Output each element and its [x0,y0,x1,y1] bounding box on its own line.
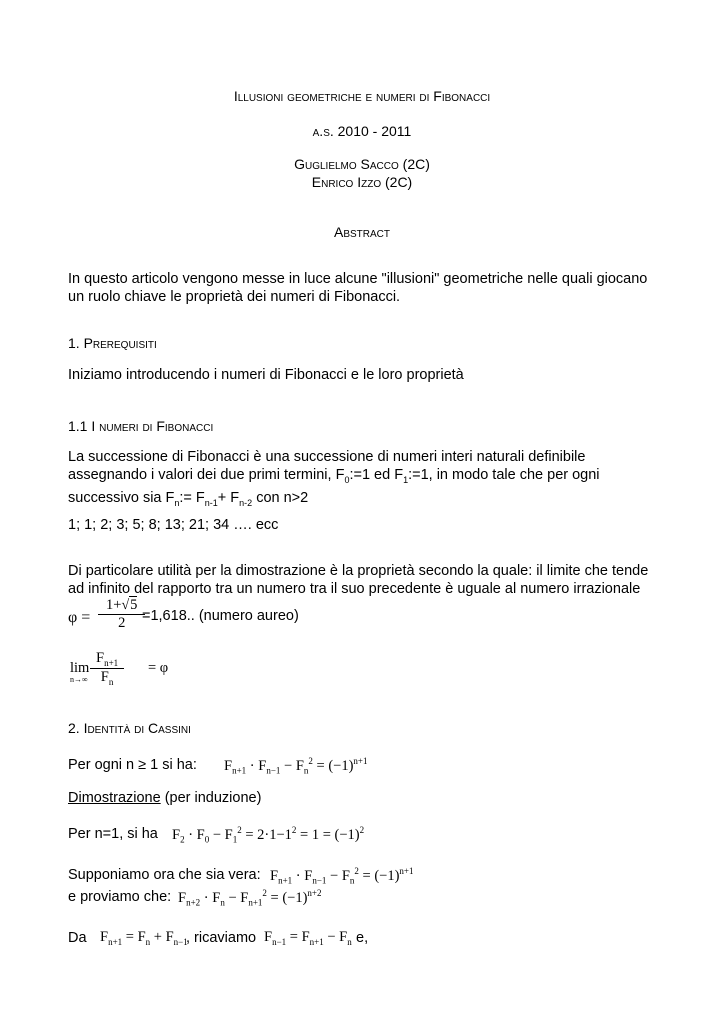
academic-year: a.s. 2010 - 2011 [312,123,412,139]
base-case-label: Per n=1, si ha [68,826,158,842]
fibonacci-definition [68,448,668,512]
to-prove-formula: $F_{n+2} \cdot F_n - F_{n+1}^2 = (-1)^{n+2}$ [178,888,322,908]
definition-line-1: La successione di Fibonacci è una successione di numeri interi naturali definibile [68,449,586,465]
recurrence-formula: $F_{n+1} = F_n + F_{n-1}$ [100,929,188,947]
cassini-identity: $F_{n+1} \cdot F_{n-1} - F_n^2 = (-1)^{n+1}$ [224,756,368,776]
paper-title: Illusioni geometriche e numeri di Fibonacci [233,88,491,104]
definition-line-2: assegnando i valori dei due primi termini, $F_0:=1$ ed $F_1:=1$, in modo tale che per ogni [68,467,600,485]
hypothesis-formula: $F_{n+1} \cdot F_{n-1} - F_n^2 = (-1)^{n+1}$ [270,866,414,886]
to-prove-label: e proviamo che: [68,889,172,905]
end-label: e, [356,930,369,946]
phi-value: =1,618.. (numero aureo) [142,608,299,624]
base-case-formula: $F_2 \cdot F_0 - F_1^2 = 2\cdot 1-1^2 = 1 = (-1)^2$ [172,825,365,845]
derive-label: , ricaviamo [186,930,257,946]
limit-line-2: ad infinito del rapporto tra un numero tra il suo precedente è uguale al numero irrazionale [68,581,641,597]
section-1-text: Iniziamo introducendo i numeri di Fibonacci e le loro proprietà [68,367,464,383]
limit-property-text [68,562,668,598]
section-1-heading: 1. Prerequisiti [68,335,157,351]
abstract-line-2: un ruolo chiave le proprietà dei numeri di Fibonacci. [68,289,401,305]
proof-method: (per induzione) [160,790,262,806]
fibonacci-sequence: 1; 1; 2; 3; 5; 8; 13; 21; 34 …. ecc [68,517,279,533]
section-1-1-heading: 1.1 I numeri di Fibonacci [68,418,214,434]
definition-line-3: successivo sia $F_n:= F_{n-1}+ F_{n-2}$ con n>2 [68,489,309,508]
from-label: Da [68,930,87,946]
author-2: Enrico Izzo (2C) [311,174,413,190]
document-page: Illusioni geometriche e numeri di Fibonacci a.s. 2010 - 2011 Guglielmo Sacco (2C) Enrico Izzo (2C) Abstract In questo articolo vengono messe in luce alcune "illusioni" geometriche nelle quali giocano un ruolo chiave le proprietà dei numeri di Fibonacci. 1. Prerequisiti Iniziamo introducendo i numeri di Fibonacci e le loro proprietà 1.1 I numeri di Fibonacci La successione di Fibonacci è una successione di numeri interi naturali definibile assegnando i valori dei due primi termini, $F_0:=1$ ed $F_1:=1$, in modo tale che per ogni successivo sia $F_n:= F_{n-1}+ F_{n-2}$ con n>2 1; 1; 2; 3; 5; 8; 13; 21; 34 …. ecc Di particolare utilità per la dimostrazione è la proprietà secondo la quale: il limite che tende ad infinito del rapporto tra un numero tra il suo precedente è uguale al numero irrazionale φ = $\frac{1+√5}{2}$ =1,618.. (numero aureo) lim n→∞ $\frac{F_{n+1}}{F_n}$ = φ 2. Identità di Cassini Per ogni n ≥ 1 si ha: $F_{n+1} \cdot F_{n-1} - F_n^2 = (-1)^{n+1}$ Dimostrazione (per induzione) Per n=1, si ha $F_2 \cdot F_0 - F_1^2 = 2\cdot 1-1^2 = 1 = (-1)^2$ Supponiamo ora che sia vera: $F_{n+1} \cdot F_{n-1} - F_n^2 = (-1)^{n+1}$ e proviamo che: $F_{n+2} \cdot F_n - F_{n+1}^2 = (-1)^{n+2}$ Da $F_{n+1} = F_n + F_{n-1}$ , ricaviamo $F_{n-1} = F_{n+1} - F_n$ e, [0,0,724,1024]
limit-line-1: Di particolare utilità per la dimostrazione è la proprietà secondo la quale: il limite che tende [68,563,649,579]
section-2-heading: 2. Identità di Cassini [68,720,191,736]
derived-formula: $F_{n-1} = F_{n+1} - F_n$ [264,929,352,947]
proof-label-line [68,790,261,806]
abstract-text [68,270,668,306]
abstract-line-1: In questo articolo vengono messe in luce alcune "illusioni" geometriche nelle quali giocano [68,271,648,287]
author-1: Guglielmo Sacco (2C) [294,156,430,172]
cassini-statement: Per ogni n ≥ 1 si ha: [68,757,197,773]
proof-label: Dimostrazione [68,790,161,806]
abstract-heading: Abstract [333,224,390,240]
hypothesis-label: Supponiamo ora che sia vera: [68,867,261,883]
